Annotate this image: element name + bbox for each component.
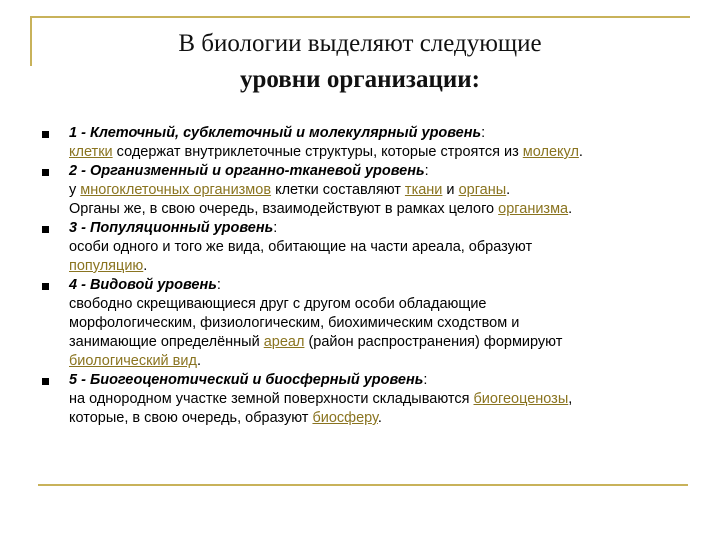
item-heading: 2 - Организменный и органно-тканевой уровень bbox=[69, 163, 425, 179]
item-text-line: у многоклеточных организмов клетки составляют ткани и органы. bbox=[69, 182, 511, 198]
square-bullet-icon bbox=[42, 226, 49, 233]
slide-title-line1: В биологии выделяют следующие bbox=[178, 30, 542, 57]
item-heading-line: 1 - Клеточный, субклеточный и молекулярный уровень: bbox=[69, 125, 486, 141]
link-organs[interactable]: органы bbox=[458, 182, 507, 198]
item-heading-line: 3 - Популяционный уровень: bbox=[69, 220, 278, 236]
slide-title-line2: уровни организации: bbox=[240, 66, 480, 93]
item-heading: 3 - Популяционный уровень bbox=[69, 220, 274, 236]
link-range[interactable]: ареал bbox=[263, 334, 305, 350]
link-cells[interactable]: клетки bbox=[69, 144, 113, 160]
link-organism[interactable]: организма bbox=[498, 201, 569, 217]
item-text-line: Органы же, в свою очередь, взаимодействуют в рамках целого организма. bbox=[69, 201, 573, 217]
item-heading: 4 - Видовой уровень bbox=[69, 277, 217, 293]
link-tissues[interactable]: ткани bbox=[404, 182, 443, 198]
link-biosphere[interactable]: биосферу bbox=[312, 410, 378, 426]
list-item-organism bbox=[42, 162, 692, 219]
square-bullet-icon bbox=[42, 283, 49, 290]
list-item-cellular bbox=[42, 124, 692, 162]
slide-title bbox=[0, 26, 720, 98]
item-text-line: особи одного и того же вида, обитающие на части ареала, образуют bbox=[69, 239, 533, 255]
link-biological-species[interactable]: биологический вид bbox=[69, 353, 197, 369]
item-text-line: популяцию. bbox=[69, 258, 148, 274]
link-multicellular-organisms[interactable]: многоклеточных организмов bbox=[80, 182, 272, 198]
link-biogeocenoses[interactable]: биогеоценозы bbox=[473, 391, 569, 407]
frame-bottom-border bbox=[38, 484, 688, 486]
item-text-line: биологический вид. bbox=[69, 353, 201, 369]
frame-top-border bbox=[30, 16, 690, 18]
item-text-line: на однородном участке земной поверхности складываются биогеоценозы, bbox=[69, 391, 573, 407]
item-text-line: свободно скрещивающиеся друг с другом особи обладающие bbox=[69, 296, 487, 312]
link-population[interactable]: популяцию bbox=[69, 258, 144, 274]
square-bullet-icon bbox=[42, 131, 49, 138]
item-heading: 1 - Клеточный, субклеточный и молекулярный уровень bbox=[69, 125, 482, 141]
list-item-population bbox=[42, 219, 692, 276]
levels-list bbox=[42, 124, 692, 428]
item-text-line: морфологическим, физиологическим, биохимическим сходством и bbox=[69, 315, 520, 331]
list-item-biogeocenotic bbox=[42, 371, 692, 428]
square-bullet-icon bbox=[42, 169, 49, 176]
item-heading: 5 - Биогеоценотический и биосферный уровень bbox=[69, 372, 424, 388]
square-bullet-icon bbox=[42, 378, 49, 385]
item-text-line: занимающие определённый ареал (район распространения) формируют bbox=[69, 334, 563, 350]
item-text-line: клетки содержат внутриклеточные структуры, которые строятся из молекул. bbox=[69, 144, 583, 160]
link-molecules[interactable]: молекул bbox=[522, 144, 579, 160]
item-heading-line: 5 - Биогеоценотический и биосферный уровень: bbox=[69, 372, 428, 388]
list-item-species bbox=[42, 276, 692, 371]
item-heading-line: 4 - Видовой уровень: bbox=[69, 277, 221, 293]
item-text-line: которые, в свою очередь, образуют биосферу. bbox=[69, 410, 382, 426]
item-heading-line: 2 - Организменный и органно-тканевой уровень: bbox=[69, 163, 429, 179]
